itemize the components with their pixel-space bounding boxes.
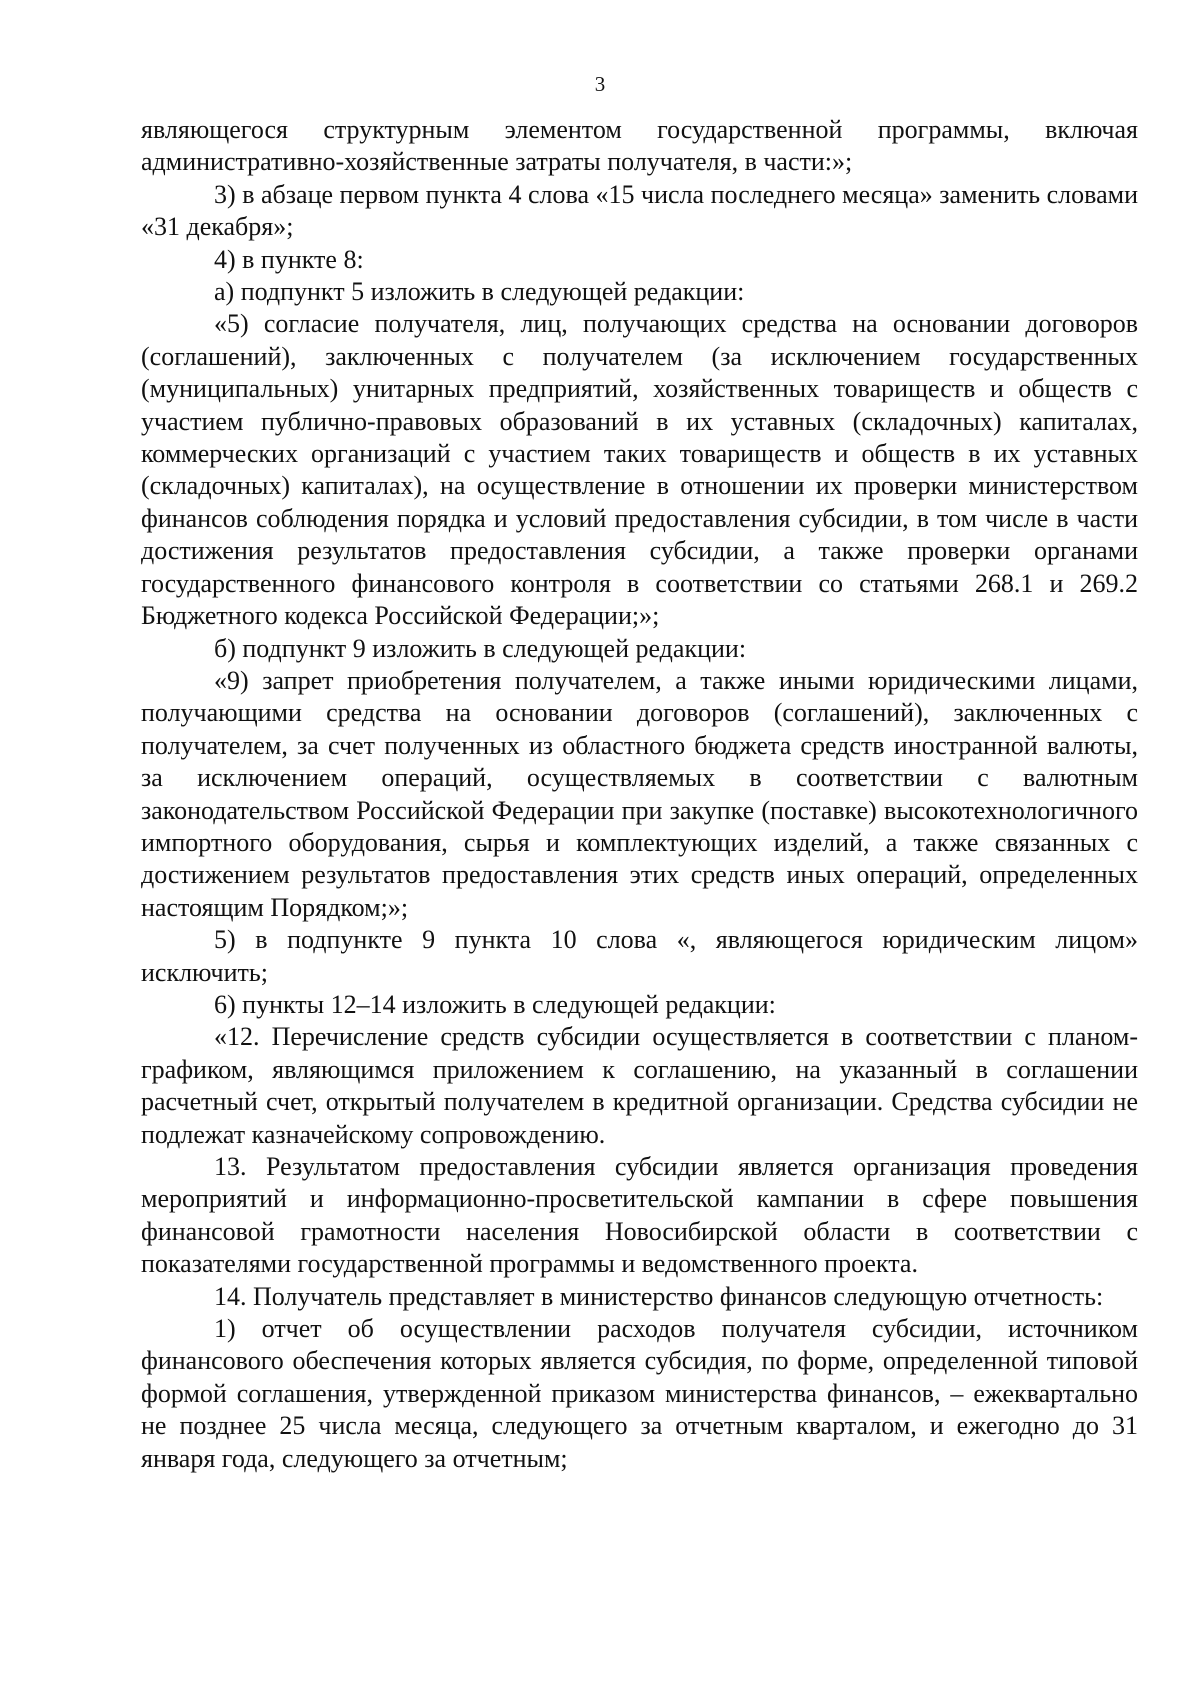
paragraph-quote-5: «5) согласие получателя, лиц, получающих средства на основании договоров (соглашений), заключенных с получателем (за исключением государственных (муниципальных) унитарных предприятий, хозяйственных товариществ и обществ с участием публично-правовых образований в их уставных (складочных) капиталах, коммерческих организаций с участием таких товариществ и обществ в их уставных (складочных) капиталах), на осуществление в отношении их проверки министерством финансов соблюдения порядка и условий предоставления субсидии, в том числе в части достижения результатов предоставления субсидии, а также проверки органами государственного финансового контроля в соответствии со статьями 268.1 и 269.2 Бюджетного кодекса Российской Федерации;»;	[141, 309, 1138, 631]
page-number: 3	[594, 72, 606, 96]
paragraph-subitem-a: а) подпункт 5 изложить в следующей редакции:	[214, 277, 745, 307]
paragraph-quote-9: «9) запрет приобретения получателем, а также иными юридическими лицами, получающими средства на основании договоров (соглашений), заключенных с получателем, за счет полученных из областного бюджета средств иностранной валюты, за исключением операций, осуществляемых в соответствии с валютным законодательством Российской Федерации при закупке (поставке) высокотехнологичного импортного оборудования, сырья и комплектующих изделий, а также связанных с достижением результатов предоставления этих средств иных операций, определенных настоящим Порядком;»;	[141, 665, 1138, 922]
paragraph-clause-12: «12. Перечисление средств субсидии осуществляется в соответствии с планом-графиком, являющимся приложением к соглашению, на указанный в соглашении расчетный счет, открытый получателем в кредитной организации. Средства субсидии не подлежат казначейскому сопровождению.	[141, 1022, 1138, 1149]
paragraph-item-5: 5) в подпункте 9 пункта 10 слова «, являющегося юридическим лицом» исключить;	[141, 925, 1138, 987]
paragraph-item-4: 4) в пункте 8:	[214, 244, 364, 274]
paragraph-subitem-b: б) подпункт 9 изложить в следующей редакции:	[214, 633, 747, 663]
paragraph-report-1: 1) отчет об осуществлении расходов получателя субсидии, источником финансового обеспечения которых является субсидия, по форме, определенной типовой формой соглашения, утвержденной приказом министерства финансов, – ежеквартально не позднее 25 числа месяца, следующего за отчетным кварталом, и ежегодно до 31 января года, следующего за отчетным;	[141, 1314, 1138, 1473]
paragraph-item-3: 3) в абзаце первом пункта 4 слова «15 числа последнего месяца» заменить словами «31 декабря»;	[141, 179, 1138, 242]
paragraph-clause-13: 13. Результатом предоставления субсидии является организация проведения мероприятий и информационно-просветительской кампании в сфере повышения финансовой грамотности населения Новосибирской области в соответствии с показателями государственной программы и ведомственного проекта.	[141, 1152, 1138, 1279]
paragraph-continuation: являющегося структурным элементом государственной программы, включая административно-хозяйственные затраты получателя, в части:»;	[141, 115, 1138, 177]
paragraph-clause-14: 14. Получатель представляет в министерство финансов следующую отчетность:	[214, 1281, 1104, 1311]
paragraph-item-6: 6) пункты 12–14 изложить в следующей редакции:	[214, 989, 776, 1019]
document-body	[141, 114, 1138, 1475]
